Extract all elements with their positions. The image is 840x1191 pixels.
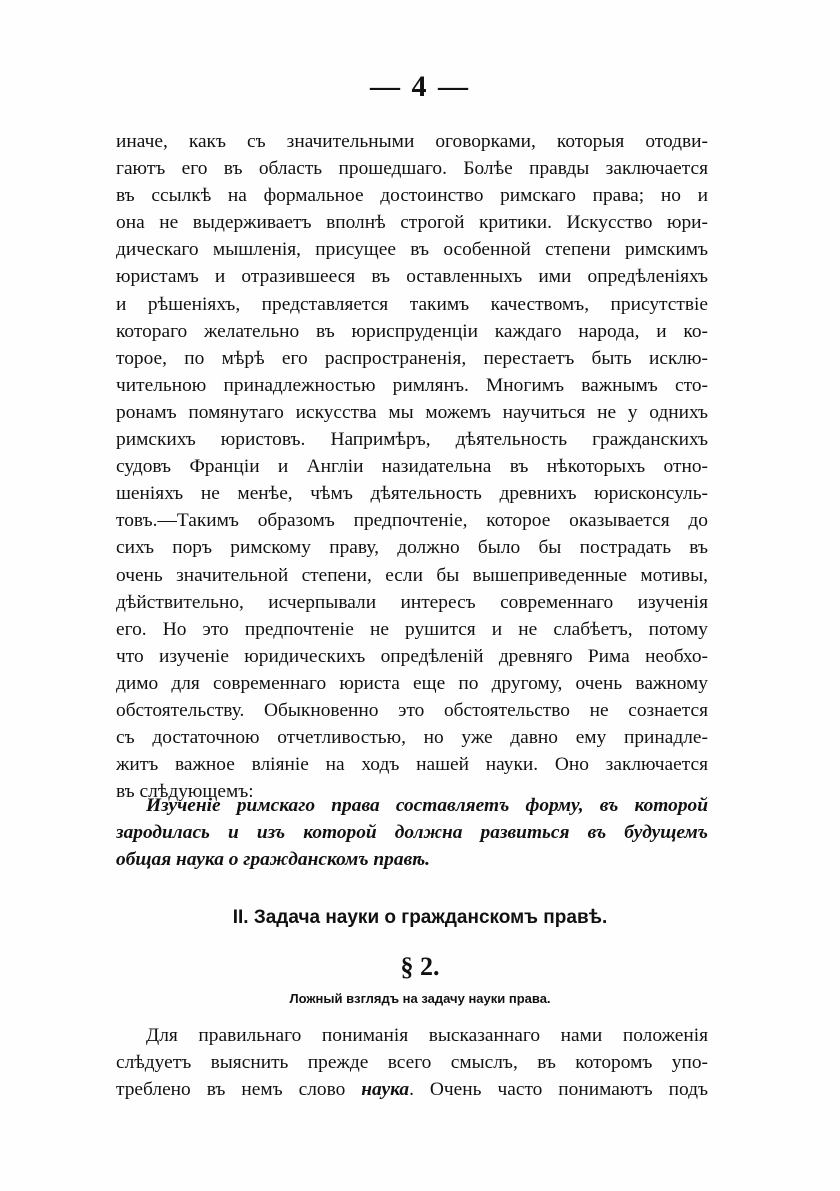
thesis-line: общая наука о гражданскомъ правѣ. (116, 849, 431, 871)
text-line: очень значительной степени, если бы вышеприведенные мотивы, (116, 564, 708, 586)
thesis-line: зародилась и изъ которой должна развиться въ будущемъ (116, 822, 708, 844)
text-line: римскихъ юристовъ. Напримѣръ, дѣятельность гражданскихъ (116, 429, 708, 451)
text-line: обстоятельству. Обыкновенно это обстоятельство не сознается (116, 699, 708, 721)
text-line: димо для современнаго юриста еще по другому, очень важному (116, 672, 708, 694)
text-line: торое, по мѣрѣ его распространенія, перестаетъ быть исклю- (116, 347, 708, 369)
page-number: — 4 — (370, 70, 470, 103)
text-line: что изученіе юридическихъ опредѣленій древняго Рима необхо- (116, 645, 708, 667)
text-line: гаютъ его въ область прошедшаго. Болѣе правды заключается (116, 158, 708, 180)
text-line: она не выдерживаетъ вполнѣ строгой критики. Искусство юри- (116, 212, 708, 234)
text-line: сихъ поръ римскому праву, должно было бы пострадать въ (116, 537, 708, 559)
text-line: ронамъ помянутаго искусства мы можемъ научиться не у однихъ (116, 401, 708, 423)
text-line: съ достаточною отчетливостью, но уже давно ему принадле- (116, 727, 708, 749)
text-fragment: требленo въ немъ слово (116, 1079, 362, 1101)
text-line: товъ.—Такимъ образомъ предпочтеніе, которое оказывается до (116, 510, 708, 532)
text-fragment: . Очень часто понимаютъ подъ (409, 1079, 708, 1101)
paragraph-mark: § 2. (400, 952, 440, 981)
text-line-with-emphasis (116, 1076, 708, 1103)
text-line: его. Но это предпочтеніе не рушится и не слабѣетъ, потому (116, 618, 708, 640)
text-line: слѣдуетъ выяснить прежде всего смыслъ, въ которомъ упо- (116, 1052, 708, 1074)
text-line: шеніяхъ не менѣе, чѣмъ дѣятельность древнихъ юрисконсуль- (116, 483, 708, 505)
section-heading: II. Задача науки о гражданскомъ правѣ. (232, 907, 608, 928)
emphasized-thesis (116, 792, 708, 873)
text-line: въ слѣдующемъ: (116, 781, 254, 803)
text-line: котораго желательно въ юриспруденціи каждаго народа, и ко- (116, 320, 708, 342)
body-paragraph (116, 128, 708, 805)
text-line: въ ссылкѣ на формальное достоинство римскаго права; но и (116, 185, 708, 207)
text-line: иначе, какъ съ значительными оговорками, которыя отодви- (116, 131, 708, 152)
emphasized-word: наука (361, 1079, 410, 1101)
text-line: житъ важное вліяніе на ходъ нашей науки. Оно заключается (116, 754, 708, 776)
thesis-line: Изученіе римскаго права составляетъ форму, въ которой (146, 795, 708, 816)
text-line: юристамъ и отразившееся въ оставленныхъ ими опредѣленіяхъ (116, 266, 708, 288)
text-line: чительною принадлежностью римлянъ. Многимъ важнымъ сто- (116, 374, 708, 396)
text-line: судовъ Франціи и Англіи назидательна въ нѣкоторыхъ отно- (116, 456, 708, 478)
closing-paragraph (116, 1022, 708, 1103)
text-line: Для правильнаго пониманія высказаннаго нами положенія (146, 1025, 708, 1046)
text-line: дическаго мышленія, присущее въ особенной степени римскимъ (116, 239, 708, 261)
text-line: и рѣшеніяхъ, представляется такимъ качествомъ, присутствіе (116, 293, 708, 315)
text-line: дѣйствительно, исчерпывали интересъ современнаго изученія (116, 591, 708, 613)
section-subheading: Ложный взглядъ на задачу науки права. (289, 991, 551, 1006)
